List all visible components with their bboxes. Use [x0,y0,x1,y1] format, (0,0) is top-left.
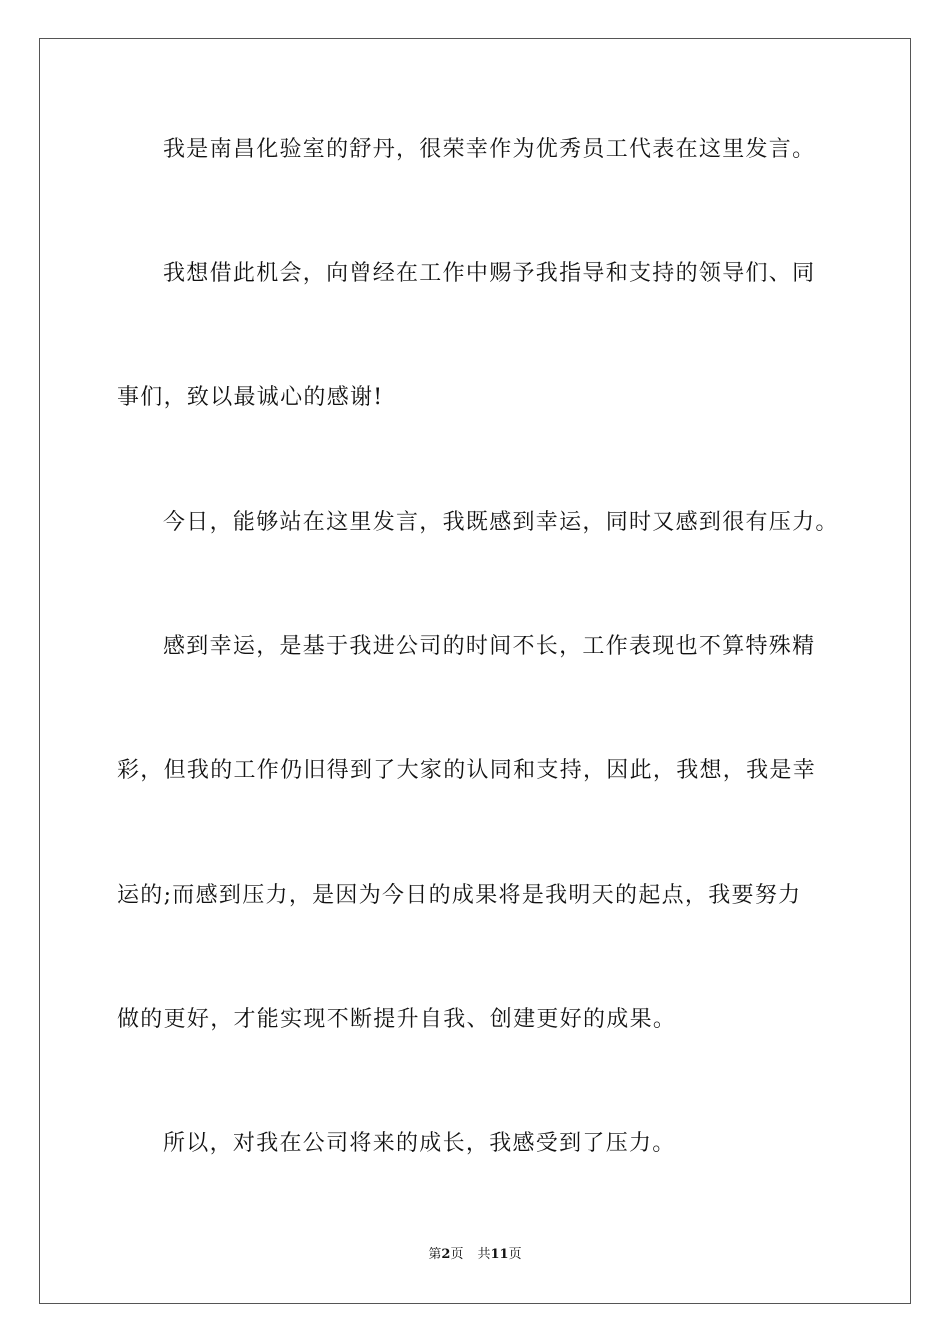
page-suffix: 页 [450,1247,464,1262]
page-border [39,38,911,1304]
paragraph-line: 感到幸运，是基于我进公司的时间不长，工作表现也不算特殊精 [163,634,816,659]
paragraph-line: 事们，致以最诚心的感谢! [117,385,384,410]
paragraph-line: 运的;而感到压力，是因为今日的成果将是我明天的起点，我要努力 [117,883,802,908]
total-suffix: 页 [508,1247,522,1262]
paragraph-line: 今日，能够站在这里发言，我既感到幸运，同时又感到很有压力。 [163,510,839,535]
paragraph-line: 我是南昌化验室的舒丹，很荣幸作为优秀员工代表在这里发言。 [163,137,816,162]
paragraph-line: 做的更好，才能实现不断提升自我、创建更好的成果。 [117,1007,677,1032]
paragraph-line: 我想借此机会，向曾经在工作中赐予我指导和支持的领导们、同 [163,261,816,286]
total-pages: 11 [490,1247,509,1262]
page-prefix: 第 [428,1247,442,1262]
total-prefix: 共 [477,1247,491,1262]
paragraph-line: 彩，但我的工作仍旧得到了大家的认同和支持，因此，我想，我是幸 [117,758,817,783]
page-number: 2 [441,1247,451,1262]
paragraph-line: 所以，对我在公司将来的成长，我感受到了压力。 [163,1131,676,1156]
page-footer [0,1246,950,1264]
